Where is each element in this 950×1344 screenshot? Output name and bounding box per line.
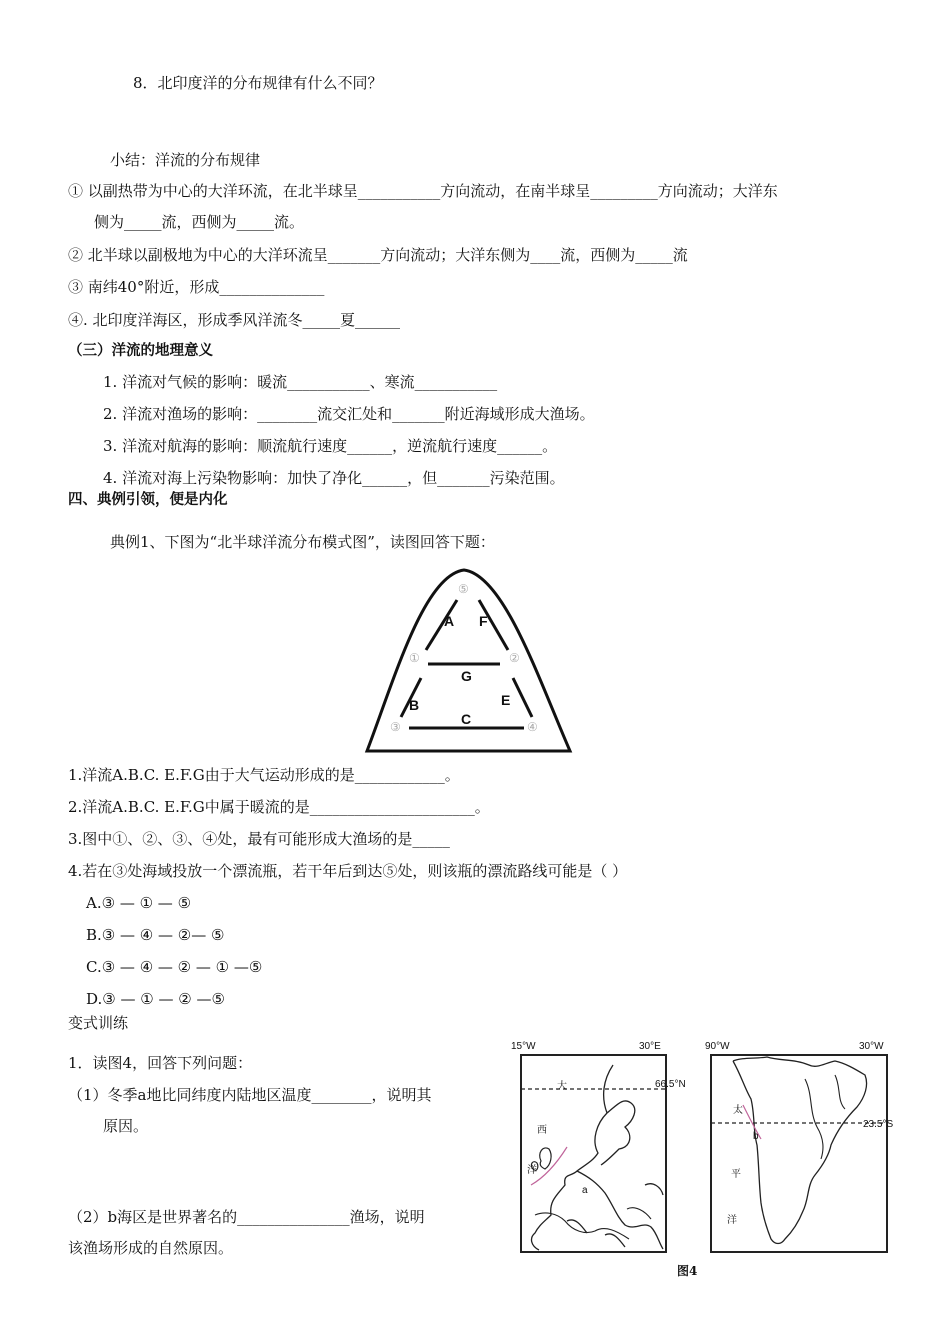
sa-ocean-char-1: 太 [733,1105,743,1116]
label-A: A [444,613,455,629]
figure-caption: 图4 [677,1264,698,1278]
example-intro: 典例1、下图为“北半球洋流分布模式图”，读图回答下题： [110,533,495,551]
south-america-coastline [733,1057,867,1244]
europe-ocean-char-3: 洋 [527,1165,537,1176]
example-question-1: 1.洋流A.B.C. E.F.G由于大气运动形成的是____________。 [68,766,460,784]
node-1: ① [409,651,420,665]
label-E: E [501,692,511,708]
node-3: ③ [390,720,401,734]
node-4: ④ [527,720,538,734]
europe-map [511,1041,686,1252]
option-A: A.③ — ① — ⑤ [86,894,192,912]
section-3-title: （三）洋流的地理意义 [68,343,213,359]
europe-lon-west: 15°W [511,1041,536,1052]
option-D: D.③ — ① — ② —⑤ [86,990,225,1008]
variant-title: 变式训练 [68,1014,129,1032]
significance-4: 4. 洋流对海上污染物影响：加快了净化______，但_______污染范围。 [103,469,565,487]
sa-point-b: b [753,1131,759,1142]
question-8: 8．北印度洋的分布规律有什么不同？ [133,74,383,92]
significance-2: 2. 洋流对渔场的影响：________流交汇处和_______附近海域形成大渔场。 [103,405,595,423]
variant-question-1-1a: （1）冬季a地比同纬度内陆地区温度________，说明其 [68,1086,432,1104]
europe-ocean-char-2: 西 [537,1125,547,1136]
mediterranean-coast [535,1208,651,1239]
option-C: C.③ — ④ — ② — ① —⑤ [86,958,263,976]
current-E-line [513,678,532,717]
south-america-map [705,1041,893,1252]
europe-lat: 66.5°N [655,1079,686,1090]
label-B: B [409,697,420,713]
sa-ocean-char-3: 洋 [727,1215,737,1226]
rule-4: ④. 北印度洋海区，形成季风洋流冬_____夏______ [68,311,401,329]
summary-title: 小结：洋流的分布规律 [110,151,261,169]
rule-2: ② 北半球以副极地为中心的大洋环流呈_______方向流动；大洋东侧为____流，西侧为_____流 [68,246,688,264]
significance-1: 1. 洋流对气候的影响：暖流___________、寒流___________ [103,373,498,391]
rule-3: ③ 南纬40°附近，形成______________ [68,278,325,296]
example-question-4: 4.若在③处海域投放一个漂流瓶，若干年后到达⑤处，则该瓶的漂流路线可能是（ ） [68,862,628,880]
south-america-map-frame [711,1055,887,1252]
label-C: C [461,711,472,727]
current-model-diagram [364,565,574,755]
europe-ocean-char-1: 大 [557,1081,567,1092]
node-2: ② [509,651,520,665]
label-G: G [461,668,472,684]
option-B: B.③ — ④ — ②— ⑤ [86,926,225,944]
variant-question-1-1b: 原因。 [103,1117,149,1135]
europe-lon-east: 30°E [639,1041,661,1052]
example-question-2: 2.洋流A.B.C. E.F.G中属于暖流的是______________________。 [68,798,490,816]
example-question-3: 3.图中①、②、③、④处，最有可能形成大渔场的是_____ [68,830,450,848]
significance-3: 3. 洋流对航海的影响：顺流航行速度______，逆流航行速度______。 [103,437,558,455]
variant-question-1-2a: （2）b海区是世界著名的_______________渔场，说明 [68,1208,425,1226]
sa-lon-west: 90°W [705,1041,730,1052]
variant-question-1-2b: 该渔场形成的自然原因。 [68,1239,234,1257]
rule-1-line-1: ① 以副热带为中心的大洋环流，在北半球呈___________方向流动，在南半球呈_________方向流动；大洋东 [68,182,778,200]
node-5: ⑤ [458,582,469,596]
rule-1-line-2: 侧为_____流，西侧为_____流。 [94,213,305,231]
sa-lat: 23.5°S [863,1119,894,1130]
south-america-inner-coast [805,1075,845,1159]
europe-point-a: a [582,1185,588,1196]
label-F: F [479,613,488,629]
variant-question-1: 1．读图4，回答下列问题： [68,1054,253,1072]
sa-lon-east: 30°W [859,1041,884,1052]
figure-4-maps [505,1035,895,1285]
sa-ocean-char-2: 平 [731,1169,741,1180]
section-4-title: 四、典例引领，便是内化 [68,492,228,508]
